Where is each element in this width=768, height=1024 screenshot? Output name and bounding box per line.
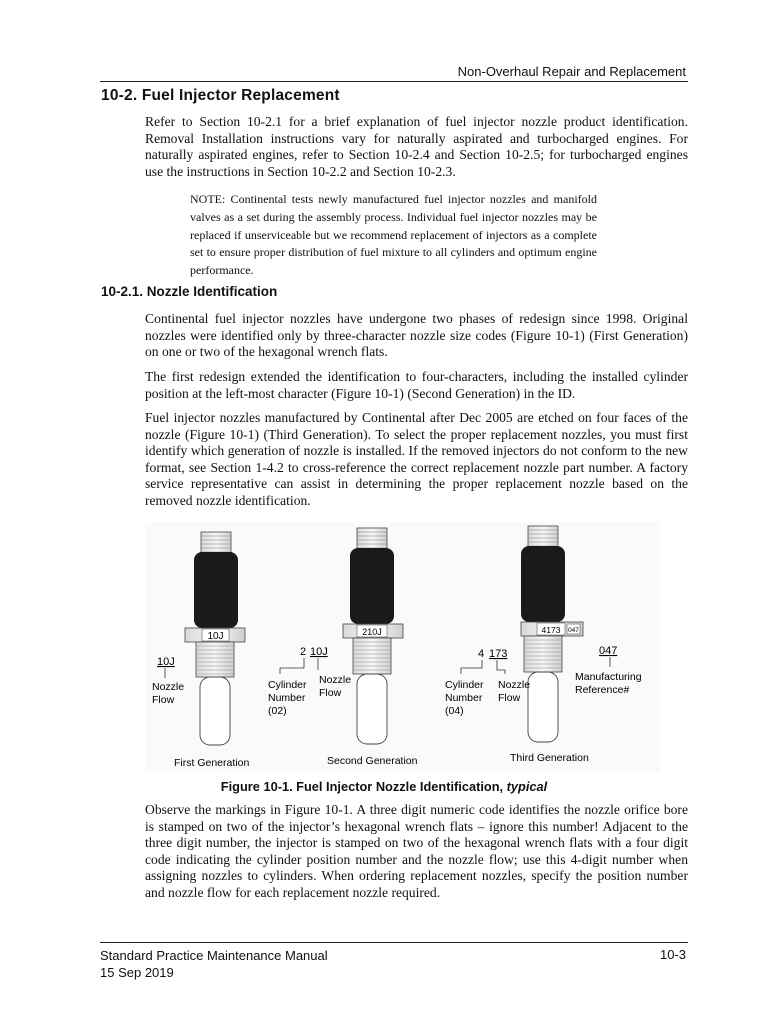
figure-caption	[0, 779, 768, 794]
third-cylinder-label-1: Cylinder	[445, 679, 484, 691]
third-manufacturing-label-2: Reference#	[575, 684, 630, 696]
second-cylinder-label-2: Number	[268, 692, 306, 704]
second-flow-label-1: Nozzle	[319, 674, 352, 686]
third-generation-title: Third Generation	[510, 752, 589, 764]
footer-page-number: 10-3	[659, 947, 686, 962]
third-manufacturing-label-1: Manufacturing	[575, 671, 642, 683]
running-header: Non-Overhaul Repair and Replacement	[457, 64, 686, 79]
second-cylinder-label-3: (02)	[268, 705, 287, 717]
intro-paragraph: Refer to Section 10-2.1 for a brief explanation of fuel injector nozzle product identification. Removal Installation instructions vary for naturally aspirated and turbocharged engines. For naturally aspirated engines, refer to Section 10-2.4 and Section 10-2.5; for turbocharged engines use the instructions in Section 10-2.2 and Section 10-2.3.	[145, 114, 688, 179]
third-flow-label-1: Nozzle	[498, 679, 531, 691]
third-flow-label-2: Flow	[498, 692, 521, 704]
footer-date: 15 Sep 2019	[100, 965, 174, 980]
figure-nozzle-identification	[145, 522, 660, 772]
first-flow-label-1: Nozzle	[152, 681, 185, 693]
third-cylinder-label-3: (04)	[445, 705, 464, 717]
first-stamp-text: 10J	[207, 631, 224, 642]
paragraph-observe-markings: Observe the markings in Figure 10-1. A three digit numeric code identifies the nozzle orifice bore is stamped on two of the injector’s hexagonal wrench flats – ignore this number! Adjacent to the three digit number, the injector is stamped on two of the hexagonal wrench flats with a four digit code indicating the cylinder position number and the nozzle flow; use this 4-digit number when assigning nozzles to cylinders. When ordering replacement nozzles, specify the position number and nozzle flow for each replacement nozzle required.	[145, 802, 688, 900]
figure-caption-main: Figure 10-1. Fuel Injector Nozzle Identification,	[220, 779, 507, 794]
header-rule	[100, 81, 688, 82]
third-cylinder-label-2: Number	[445, 692, 483, 704]
paragraph-first-redesign: The first redesign extended the identification to four-characters, including the installed cylinder position at the left-most character (Figure 10-1) (Second Generation) in the ID.	[145, 369, 688, 401]
first-code-label: 10J	[157, 656, 175, 668]
footer-rule	[100, 942, 688, 943]
footer-left	[100, 947, 328, 981]
third-reference-code: 047	[599, 645, 618, 657]
second-code-digit: 2	[300, 646, 307, 658]
footer-manual-title: Standard Practice Maintenance Manual	[100, 948, 328, 963]
second-cylinder-label-1: Cylinder	[268, 679, 307, 691]
third-code-digit: 4	[478, 648, 485, 660]
nozzle-illustration	[145, 522, 660, 772]
first-flow-label-2: Flow	[152, 694, 175, 706]
paragraph-third-generation: Fuel injector nozzles manufactured by Continental after Dec 2005 are etched on four faces of the nozzle (Figure 10-1) (Third Generation). To select the proper replacement nozzles, you must first identify which generation of nozzle is installed. If the removed injectors do not conform to the new format, see Section 1-4.2 to cross-reference the correct replacement nozzle part number. A factory service representative can assist in determining the proper replacement nozzle based on the removed nozzle identification.	[145, 410, 688, 508]
third-stamp-reference: 047	[568, 627, 579, 634]
third-code-rest: 173	[489, 648, 508, 660]
paragraph-redesign: Continental fuel injector nozzles have undergone two phases of redesign since 1998. Original nozzles were identified only by three-character nozzle size codes (Figure 10-1) (First Generation) on one or two of the hexagonal wrench flats.	[145, 311, 688, 360]
subsection-heading: 10-2.1. Nozzle Identification	[101, 284, 278, 299]
second-generation-title: Second Generation	[327, 755, 418, 767]
note-paragraph: NOTE: Continental tests newly manufactured fuel injector nozzles and manifold valves as a set during the assembly process. Individual fuel injector nozzles may be replaced if unserviceable but we recommend replacement of injectors as a complete set to ensure proper distribution of fuel mixture to all cylinders and optimum engine performance.	[190, 192, 597, 278]
figure-caption-italic: typical	[506, 779, 548, 794]
second-flow-label-2: Flow	[319, 687, 342, 699]
first-generation-title: First Generation	[174, 757, 250, 769]
section-heading: 10-2. Fuel Injector Replacement	[101, 87, 340, 104]
second-stamp-text: 210J	[362, 627, 382, 637]
second-code-rest: 10J	[310, 646, 328, 658]
third-stamp-text: 4173	[541, 625, 561, 635]
